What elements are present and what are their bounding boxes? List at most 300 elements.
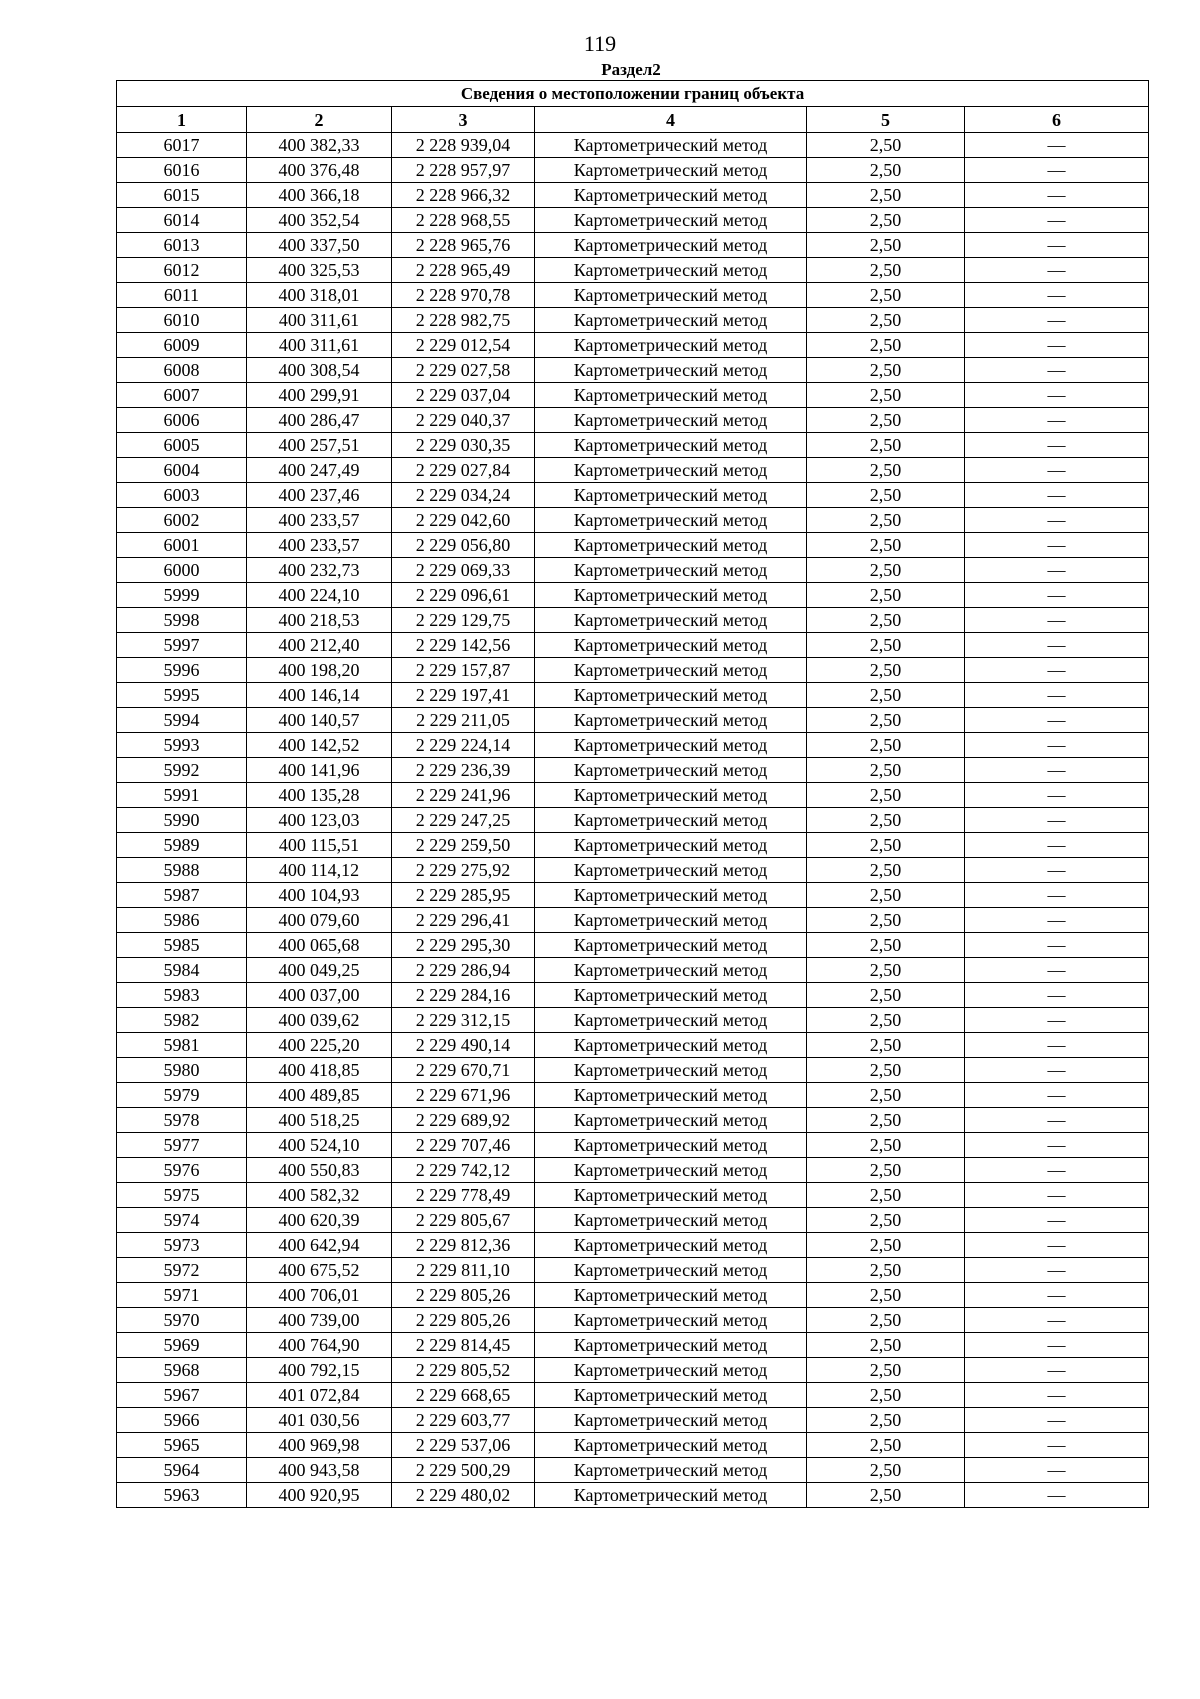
description-cell: — xyxy=(965,683,1149,708)
x-coordinate-cell: 400 418,85 xyxy=(247,1058,392,1083)
y-coordinate-cell: 2 228 965,76 xyxy=(392,233,535,258)
description-cell: — xyxy=(965,383,1149,408)
table-row xyxy=(117,1333,1149,1358)
table-row xyxy=(117,158,1149,183)
method-cell: Картометрический метод xyxy=(535,983,807,1008)
x-coordinate-cell: 400 225,20 xyxy=(247,1033,392,1058)
table-row xyxy=(117,258,1149,283)
accuracy-cell: 2,50 xyxy=(807,1208,965,1233)
accuracy-cell: 2,50 xyxy=(807,383,965,408)
method-cell: Картометрический метод xyxy=(535,1108,807,1133)
table-row xyxy=(117,1208,1149,1233)
accuracy-cell: 2,50 xyxy=(807,583,965,608)
point-number-cell: 5994 xyxy=(117,708,247,733)
point-number-cell: 5996 xyxy=(117,658,247,683)
table-row xyxy=(117,708,1149,733)
x-coordinate-cell: 400 065,68 xyxy=(247,933,392,958)
y-coordinate-cell: 2 229 603,77 xyxy=(392,1408,535,1433)
table-row xyxy=(117,133,1149,158)
accuracy-cell: 2,50 xyxy=(807,1458,965,1483)
point-number-cell: 6000 xyxy=(117,558,247,583)
method-cell: Картометрический метод xyxy=(535,183,807,208)
x-coordinate-cell: 400 224,10 xyxy=(247,583,392,608)
method-cell: Картометрический метод xyxy=(535,458,807,483)
point-number-cell: 6007 xyxy=(117,383,247,408)
accuracy-cell: 2,50 xyxy=(807,433,965,458)
table-row xyxy=(117,683,1149,708)
x-coordinate-cell: 400 142,52 xyxy=(247,733,392,758)
point-number-cell: 5976 xyxy=(117,1158,247,1183)
description-cell: — xyxy=(965,1408,1149,1433)
accuracy-cell: 2,50 xyxy=(807,808,965,833)
y-coordinate-cell: 2 229 030,35 xyxy=(392,433,535,458)
column-header-2: 2 xyxy=(247,107,392,133)
method-cell: Картометрический метод xyxy=(535,383,807,408)
point-number-cell: 6011 xyxy=(117,283,247,308)
accuracy-cell: 2,50 xyxy=(807,1083,965,1108)
y-coordinate-cell: 2 229 811,10 xyxy=(392,1258,535,1283)
method-cell: Картометрический метод xyxy=(535,533,807,558)
y-coordinate-cell: 2 229 295,30 xyxy=(392,933,535,958)
description-cell: — xyxy=(965,1483,1149,1508)
table-row xyxy=(117,383,1149,408)
description-cell: — xyxy=(965,883,1149,908)
table-row xyxy=(117,283,1149,308)
accuracy-cell: 2,50 xyxy=(807,683,965,708)
point-number-cell: 5971 xyxy=(117,1283,247,1308)
y-coordinate-cell: 2 229 284,16 xyxy=(392,983,535,1008)
accuracy-cell: 2,50 xyxy=(807,1133,965,1158)
y-coordinate-cell: 2 229 096,61 xyxy=(392,583,535,608)
table-row xyxy=(117,508,1149,533)
accuracy-cell: 2,50 xyxy=(807,1258,965,1283)
y-coordinate-cell: 2 229 069,33 xyxy=(392,558,535,583)
point-number-cell: 5966 xyxy=(117,1408,247,1433)
point-number-cell: 5998 xyxy=(117,608,247,633)
description-cell: — xyxy=(965,233,1149,258)
table-row xyxy=(117,808,1149,833)
y-coordinate-cell: 2 229 500,29 xyxy=(392,1458,535,1483)
x-coordinate-cell: 400 642,94 xyxy=(247,1233,392,1258)
method-cell: Картометрический метод xyxy=(535,1133,807,1158)
description-cell: — xyxy=(965,258,1149,283)
table-row xyxy=(117,1358,1149,1383)
table-row xyxy=(117,1158,1149,1183)
x-coordinate-cell: 400 739,00 xyxy=(247,1308,392,1333)
x-coordinate-cell: 400 489,85 xyxy=(247,1083,392,1108)
description-cell: — xyxy=(965,358,1149,383)
point-number-cell: 6004 xyxy=(117,458,247,483)
accuracy-cell: 2,50 xyxy=(807,1333,965,1358)
y-coordinate-cell: 2 229 296,41 xyxy=(392,908,535,933)
accuracy-cell: 2,50 xyxy=(807,758,965,783)
description-cell: — xyxy=(965,1133,1149,1158)
description-cell: — xyxy=(965,533,1149,558)
point-number-cell: 5997 xyxy=(117,633,247,658)
table-row xyxy=(117,1183,1149,1208)
y-coordinate-cell: 2 228 982,75 xyxy=(392,308,535,333)
x-coordinate-cell: 400 123,03 xyxy=(247,808,392,833)
x-coordinate-cell: 400 198,20 xyxy=(247,658,392,683)
description-cell: — xyxy=(965,708,1149,733)
x-coordinate-cell: 400 518,25 xyxy=(247,1108,392,1133)
y-coordinate-cell: 2 229 247,25 xyxy=(392,808,535,833)
x-coordinate-cell: 400 764,90 xyxy=(247,1333,392,1358)
table-caption: Сведения о местоположении границ объекта xyxy=(117,81,1149,107)
table-caption-row xyxy=(117,81,1149,107)
method-cell: Картометрический метод xyxy=(535,1333,807,1358)
description-cell: — xyxy=(965,958,1149,983)
description-cell: — xyxy=(965,483,1149,508)
accuracy-cell: 2,50 xyxy=(807,733,965,758)
accuracy-cell: 2,50 xyxy=(807,858,965,883)
accuracy-cell: 2,50 xyxy=(807,508,965,533)
point-number-cell: 5986 xyxy=(117,908,247,933)
table-row xyxy=(117,483,1149,508)
y-coordinate-cell: 2 229 814,45 xyxy=(392,1333,535,1358)
table-row xyxy=(117,233,1149,258)
table-row xyxy=(117,733,1149,758)
accuracy-cell: 2,50 xyxy=(807,933,965,958)
accuracy-cell: 2,50 xyxy=(807,1408,965,1433)
y-coordinate-cell: 2 229 197,41 xyxy=(392,683,535,708)
accuracy-cell: 2,50 xyxy=(807,133,965,158)
accuracy-cell: 2,50 xyxy=(807,608,965,633)
y-coordinate-cell: 2 229 275,92 xyxy=(392,858,535,883)
method-cell: Картометрический метод xyxy=(535,958,807,983)
point-number-cell: 6002 xyxy=(117,508,247,533)
description-cell: — xyxy=(965,658,1149,683)
description-cell: — xyxy=(965,458,1149,483)
description-cell: — xyxy=(965,1308,1149,1333)
y-coordinate-cell: 2 229 056,80 xyxy=(392,533,535,558)
accuracy-cell: 2,50 xyxy=(807,1183,965,1208)
point-number-cell: 5969 xyxy=(117,1333,247,1358)
point-number-cell: 5970 xyxy=(117,1308,247,1333)
table-row xyxy=(117,308,1149,333)
point-number-cell: 5965 xyxy=(117,1433,247,1458)
description-cell: — xyxy=(965,633,1149,658)
point-number-cell: 5995 xyxy=(117,683,247,708)
description-cell: — xyxy=(965,558,1149,583)
point-number-cell: 6012 xyxy=(117,258,247,283)
point-number-cell: 5974 xyxy=(117,1208,247,1233)
method-cell: Картометрический метод xyxy=(535,258,807,283)
description-cell: — xyxy=(965,783,1149,808)
point-number-cell: 5978 xyxy=(117,1108,247,1133)
method-cell: Картометрический метод xyxy=(535,1033,807,1058)
y-coordinate-cell: 2 228 966,32 xyxy=(392,183,535,208)
x-coordinate-cell: 400 550,83 xyxy=(247,1158,392,1183)
method-cell: Картометрический метод xyxy=(535,708,807,733)
description-cell: — xyxy=(965,983,1149,1008)
x-coordinate-cell: 400 218,53 xyxy=(247,608,392,633)
x-coordinate-cell: 400 308,54 xyxy=(247,358,392,383)
point-number-cell: 5984 xyxy=(117,958,247,983)
y-coordinate-cell: 2 229 707,46 xyxy=(392,1133,535,1158)
table-row xyxy=(117,1083,1149,1108)
point-number-cell: 6009 xyxy=(117,333,247,358)
accuracy-cell: 2,50 xyxy=(807,533,965,558)
table-row xyxy=(117,933,1149,958)
x-coordinate-cell: 400 675,52 xyxy=(247,1258,392,1283)
y-coordinate-cell: 2 229 805,52 xyxy=(392,1358,535,1383)
description-cell: — xyxy=(965,1083,1149,1108)
table-row xyxy=(117,1408,1149,1433)
x-coordinate-cell: 400 037,00 xyxy=(247,983,392,1008)
method-cell: Картометрический метод xyxy=(535,1083,807,1108)
method-cell: Картометрический метод xyxy=(535,308,807,333)
table-row xyxy=(117,958,1149,983)
table-row xyxy=(117,1233,1149,1258)
x-coordinate-cell: 400 140,57 xyxy=(247,708,392,733)
accuracy-cell: 2,50 xyxy=(807,833,965,858)
table-row xyxy=(117,208,1149,233)
column-header-4: 4 xyxy=(535,107,807,133)
accuracy-cell: 2,50 xyxy=(807,283,965,308)
method-cell: Картометрический метод xyxy=(535,1408,807,1433)
table-row xyxy=(117,1458,1149,1483)
point-number-cell: 5985 xyxy=(117,933,247,958)
method-cell: Картометрический метод xyxy=(535,858,807,883)
y-coordinate-cell: 2 229 286,94 xyxy=(392,958,535,983)
x-coordinate-cell: 400 325,53 xyxy=(247,258,392,283)
point-number-cell: 5975 xyxy=(117,1183,247,1208)
x-coordinate-cell: 400 311,61 xyxy=(247,308,392,333)
table-row xyxy=(117,658,1149,683)
y-coordinate-cell: 2 229 285,95 xyxy=(392,883,535,908)
point-number-cell: 5992 xyxy=(117,758,247,783)
accuracy-cell: 2,50 xyxy=(807,633,965,658)
table-row xyxy=(117,183,1149,208)
method-cell: Картометрический метод xyxy=(535,1058,807,1083)
description-cell: — xyxy=(965,408,1149,433)
accuracy-cell: 2,50 xyxy=(807,333,965,358)
method-cell: Картометрический метод xyxy=(535,783,807,808)
accuracy-cell: 2,50 xyxy=(807,1283,965,1308)
column-header-6: 6 xyxy=(965,107,1149,133)
point-number-cell: 5989 xyxy=(117,833,247,858)
y-coordinate-cell: 2 229 805,26 xyxy=(392,1283,535,1308)
x-coordinate-cell: 400 969,98 xyxy=(247,1433,392,1458)
description-cell: — xyxy=(965,1258,1149,1283)
x-coordinate-cell: 400 582,32 xyxy=(247,1183,392,1208)
table-row xyxy=(117,1308,1149,1333)
method-cell: Картометрический метод xyxy=(535,633,807,658)
x-coordinate-cell: 400 382,33 xyxy=(247,133,392,158)
method-cell: Картометрический метод xyxy=(535,833,807,858)
method-cell: Картометрический метод xyxy=(535,1308,807,1333)
point-number-cell: 5972 xyxy=(117,1258,247,1283)
accuracy-cell: 2,50 xyxy=(807,1233,965,1258)
method-cell: Картометрический метод xyxy=(535,358,807,383)
description-cell: — xyxy=(965,833,1149,858)
x-coordinate-cell: 400 247,49 xyxy=(247,458,392,483)
table-row xyxy=(117,1008,1149,1033)
table-row xyxy=(117,1283,1149,1308)
method-cell: Картометрический метод xyxy=(535,758,807,783)
table-row xyxy=(117,858,1149,883)
table-row xyxy=(117,608,1149,633)
column-header-5: 5 xyxy=(807,107,965,133)
y-coordinate-cell: 2 228 957,97 xyxy=(392,158,535,183)
point-number-cell: 6014 xyxy=(117,208,247,233)
point-number-cell: 6015 xyxy=(117,183,247,208)
x-coordinate-cell: 400 366,18 xyxy=(247,183,392,208)
y-coordinate-cell: 2 229 241,96 xyxy=(392,783,535,808)
y-coordinate-cell: 2 229 812,36 xyxy=(392,1233,535,1258)
description-cell: — xyxy=(965,1333,1149,1358)
x-coordinate-cell: 400 135,28 xyxy=(247,783,392,808)
description-cell: — xyxy=(965,183,1149,208)
x-coordinate-cell: 400 233,57 xyxy=(247,533,392,558)
method-cell: Картометрический метод xyxy=(535,683,807,708)
table-row xyxy=(117,1483,1149,1508)
accuracy-cell: 2,50 xyxy=(807,1108,965,1133)
method-cell: Картометрический метод xyxy=(535,1233,807,1258)
table-row xyxy=(117,1383,1149,1408)
point-number-cell: 5990 xyxy=(117,808,247,833)
description-cell: — xyxy=(965,283,1149,308)
point-number-cell: 6017 xyxy=(117,133,247,158)
point-number-cell: 6008 xyxy=(117,358,247,383)
section-title: Раздел2 xyxy=(601,60,661,79)
table-row xyxy=(117,408,1149,433)
table-row xyxy=(117,433,1149,458)
x-coordinate-cell: 400 079,60 xyxy=(247,908,392,933)
method-cell: Картометрический метод xyxy=(535,883,807,908)
y-coordinate-cell: 2 229 129,75 xyxy=(392,608,535,633)
method-cell: Картометрический метод xyxy=(535,408,807,433)
table-row xyxy=(117,1058,1149,1083)
accuracy-cell: 2,50 xyxy=(807,883,965,908)
y-coordinate-cell: 2 229 157,87 xyxy=(392,658,535,683)
point-number-cell: 5968 xyxy=(117,1358,247,1383)
accuracy-cell: 2,50 xyxy=(807,1008,965,1033)
point-number-cell: 5979 xyxy=(117,1083,247,1108)
point-number-cell: 5987 xyxy=(117,883,247,908)
y-coordinate-cell: 2 229 312,15 xyxy=(392,1008,535,1033)
y-coordinate-cell: 2 229 037,04 xyxy=(392,383,535,408)
method-cell: Картометрический метод xyxy=(535,1008,807,1033)
method-cell: Картометрический метод xyxy=(535,1458,807,1483)
table-row xyxy=(117,1108,1149,1133)
accuracy-cell: 2,50 xyxy=(807,708,965,733)
method-cell: Картометрический метод xyxy=(535,508,807,533)
y-coordinate-cell: 2 229 224,14 xyxy=(392,733,535,758)
table-row xyxy=(117,558,1149,583)
accuracy-cell: 2,50 xyxy=(807,183,965,208)
method-cell: Картометрический метод xyxy=(535,1258,807,1283)
y-coordinate-cell: 2 229 027,84 xyxy=(392,458,535,483)
x-coordinate-cell: 400 114,12 xyxy=(247,858,392,883)
coordinates-table xyxy=(116,80,1149,1508)
x-coordinate-cell: 400 286,47 xyxy=(247,408,392,433)
method-cell: Картометрический метод xyxy=(535,233,807,258)
y-coordinate-cell: 2 229 668,65 xyxy=(392,1383,535,1408)
accuracy-cell: 2,50 xyxy=(807,558,965,583)
accuracy-cell: 2,50 xyxy=(807,1158,965,1183)
x-coordinate-cell: 400 524,10 xyxy=(247,1133,392,1158)
x-coordinate-cell: 400 233,57 xyxy=(247,508,392,533)
x-coordinate-cell: 400 352,54 xyxy=(247,208,392,233)
y-coordinate-cell: 2 229 490,14 xyxy=(392,1033,535,1058)
method-cell: Картометрический метод xyxy=(535,808,807,833)
y-coordinate-cell: 2 229 027,58 xyxy=(392,358,535,383)
point-number-cell: 5977 xyxy=(117,1133,247,1158)
x-coordinate-cell: 400 257,51 xyxy=(247,433,392,458)
x-coordinate-cell: 400 146,14 xyxy=(247,683,392,708)
point-number-cell: 6001 xyxy=(117,533,247,558)
point-number-cell: 6006 xyxy=(117,408,247,433)
x-coordinate-cell: 400 620,39 xyxy=(247,1208,392,1233)
table-row xyxy=(117,533,1149,558)
table-body xyxy=(117,133,1149,1508)
description-cell: — xyxy=(965,208,1149,233)
accuracy-cell: 2,50 xyxy=(807,208,965,233)
point-number-cell: 6005 xyxy=(117,433,247,458)
y-coordinate-cell: 2 229 805,67 xyxy=(392,1208,535,1233)
y-coordinate-cell: 2 229 142,56 xyxy=(392,633,535,658)
accuracy-cell: 2,50 xyxy=(807,233,965,258)
point-number-cell: 5980 xyxy=(117,1058,247,1083)
point-number-cell: 6013 xyxy=(117,233,247,258)
point-number-cell: 6016 xyxy=(117,158,247,183)
x-coordinate-cell: 400 943,58 xyxy=(247,1458,392,1483)
x-coordinate-cell: 400 141,96 xyxy=(247,758,392,783)
method-cell: Картометрический метод xyxy=(535,908,807,933)
method-cell: Картометрический метод xyxy=(535,133,807,158)
y-coordinate-cell: 2 229 480,02 xyxy=(392,1483,535,1508)
method-cell: Картометрический метод xyxy=(535,1483,807,1508)
table-row xyxy=(117,758,1149,783)
x-coordinate-cell: 401 030,56 xyxy=(247,1408,392,1433)
x-coordinate-cell: 400 237,46 xyxy=(247,483,392,508)
method-cell: Картометрический метод xyxy=(535,283,807,308)
y-coordinate-cell: 2 229 670,71 xyxy=(392,1058,535,1083)
description-cell: — xyxy=(965,583,1149,608)
table-row xyxy=(117,1258,1149,1283)
y-coordinate-cell: 2 228 965,49 xyxy=(392,258,535,283)
description-cell: — xyxy=(965,1383,1149,1408)
y-coordinate-cell: 2 229 012,54 xyxy=(392,333,535,358)
table-row xyxy=(117,1433,1149,1458)
description-cell: — xyxy=(965,1183,1149,1208)
accuracy-cell: 2,50 xyxy=(807,1433,965,1458)
y-coordinate-cell: 2 229 040,37 xyxy=(392,408,535,433)
point-number-cell: 6010 xyxy=(117,308,247,333)
method-cell: Картометрический метод xyxy=(535,933,807,958)
point-number-cell: 5982 xyxy=(117,1008,247,1033)
description-cell: — xyxy=(965,1008,1149,1033)
y-coordinate-cell: 2 229 805,26 xyxy=(392,1308,535,1333)
y-coordinate-cell: 2 229 537,06 xyxy=(392,1433,535,1458)
point-number-cell: 5993 xyxy=(117,733,247,758)
y-coordinate-cell: 2 229 042,60 xyxy=(392,508,535,533)
method-cell: Картометрический метод xyxy=(535,1208,807,1233)
method-cell: Картометрический метод xyxy=(535,333,807,358)
accuracy-cell: 2,50 xyxy=(807,908,965,933)
accuracy-cell: 2,50 xyxy=(807,483,965,508)
description-cell: — xyxy=(965,758,1149,783)
point-number-cell: 5988 xyxy=(117,858,247,883)
column-header-3: 3 xyxy=(392,107,535,133)
method-cell: Картометрический метод xyxy=(535,483,807,508)
method-cell: Картометрический метод xyxy=(535,583,807,608)
y-coordinate-cell: 2 229 671,96 xyxy=(392,1083,535,1108)
description-cell: — xyxy=(965,1358,1149,1383)
table-row xyxy=(117,908,1149,933)
